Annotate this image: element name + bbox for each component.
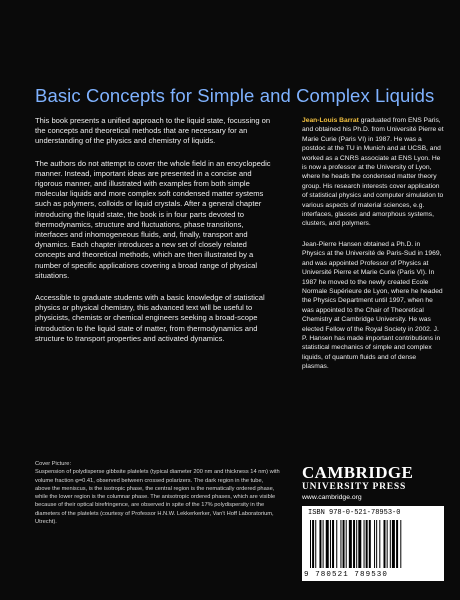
barcode-bars-icon	[310, 520, 436, 568]
author-bio-barrat	[302, 116, 444, 229]
blurb	[35, 116, 275, 356]
barcode	[302, 506, 444, 581]
publisher-name-line1: CAMBRIDGE	[302, 463, 414, 482]
cover-picture-heading: Cover Picture:	[35, 461, 72, 467]
author-bios	[302, 116, 444, 383]
blurb-paragraph-3: Accessible to graduate students with a basic knowledge of statistical physics or physical chemistry, this advanced text will be useful to physicists, chemists or chemical engineers seeking a broad-scope introduction to the liquid state of matter, from thermodynamics and structure to transport properties and activated dynamics.	[35, 293, 265, 343]
publisher-logo	[302, 464, 444, 503]
publisher-name-line2: UNIVERSITY PRESS	[302, 482, 407, 492]
barcode-number: 9 780521 789530	[304, 571, 389, 579]
blurb-paragraph-2: The authors do not attempt to cover the whole field in an encyclopedic manner. Instead, important ideas are presented in a concise and rigorous manner, and illustrated with examples from both simple molecular liquids and more complex soft condensed matter systems such as polymers, colloids or liquid crystals. After a general chapter introducing the liquid state, the book is in four parts devoted to thermodynamics, structure and fluctuations, phase transitions, interfaces and inhomogeneous fluids, and, finally, transport and dynamics. Each chapter introduces a new set of closely related concepts and theoretical methods, which are then illustrated by a number of specific applications covering a broad range of physical situations.	[35, 158, 271, 280]
blurb-paragraph-1: This book presents a unified approach to the liquid state, focussing on the concepts and theoretical methods that are necessary for an understanding of the physics and chemistry of liquids.	[35, 116, 271, 146]
author-bio-hansen	[302, 240, 444, 372]
author-bio-text: graduated from ENS Paris, and obtained his Ph.D. from Université Pierre et Marie Curie (Paris VI) in 1987. He was a postdoc at the TU in Munich and at UCSB, and worked as a CNRS associate at ENS Lyon. He is now a professor at the University of Lyon, where he heads the condensed matter theory group. His research interests cover application of statistical physics and computer simulation to various aspects of material sciences, e.g. interfaces, glasses and amorphous systems, clusters, and polymers.	[302, 117, 444, 228]
cover-picture-note	[35, 460, 280, 526]
cover-picture-text: Suspension of polydisperse gibbsite platelets (typical diameter 200 nm and thickness 14 nm) with volume fraction φ=0.41, observed between crossed polarizers. The dark region in the tube, above the meniscus, is the isotropic phase, the central region is the nematically ordered phase, while the lower region is the columnar phase. The anisotropic ordered phases, which are visible because of their optical birefringence, are observed in spite of the 17% polydispersity in the diameters of the platelets (courtesy of Professor H.N.W. Lekkerkerker, Van't Hoff Laboratorium, Utrecht).	[35, 469, 280, 526]
author-name: Jean-Louis Barrat	[302, 117, 359, 124]
publisher-url: www.cambridge.org	[302, 494, 362, 501]
author-bio-text: Jean-Pierre Hansen obtained a Ph.D. in Physics at the Université de Paris-Sud in 1969, and was appointed Professor of Physics at Université Pierre et Marie Curie (Paris VI). In 1987 he moved to the newly created Ecole Normale Supérieure de Lyon, where he headed the Physics Department until 1997, when he was appointed to the Chair of Theoretical Chemistry at Cambridge University. He was elected Fellow of the Royal Society in 2002. J. P. Hansen has made important contributions in statistical mechanics of simple and complex liquids, of quantum fluids and of dense plasmas.	[302, 240, 443, 371]
isbn-text: ISBN 978-0-521-78953-0	[308, 509, 401, 517]
book-title: Basic Concepts for Simple and Complex Liquids	[35, 85, 435, 106]
